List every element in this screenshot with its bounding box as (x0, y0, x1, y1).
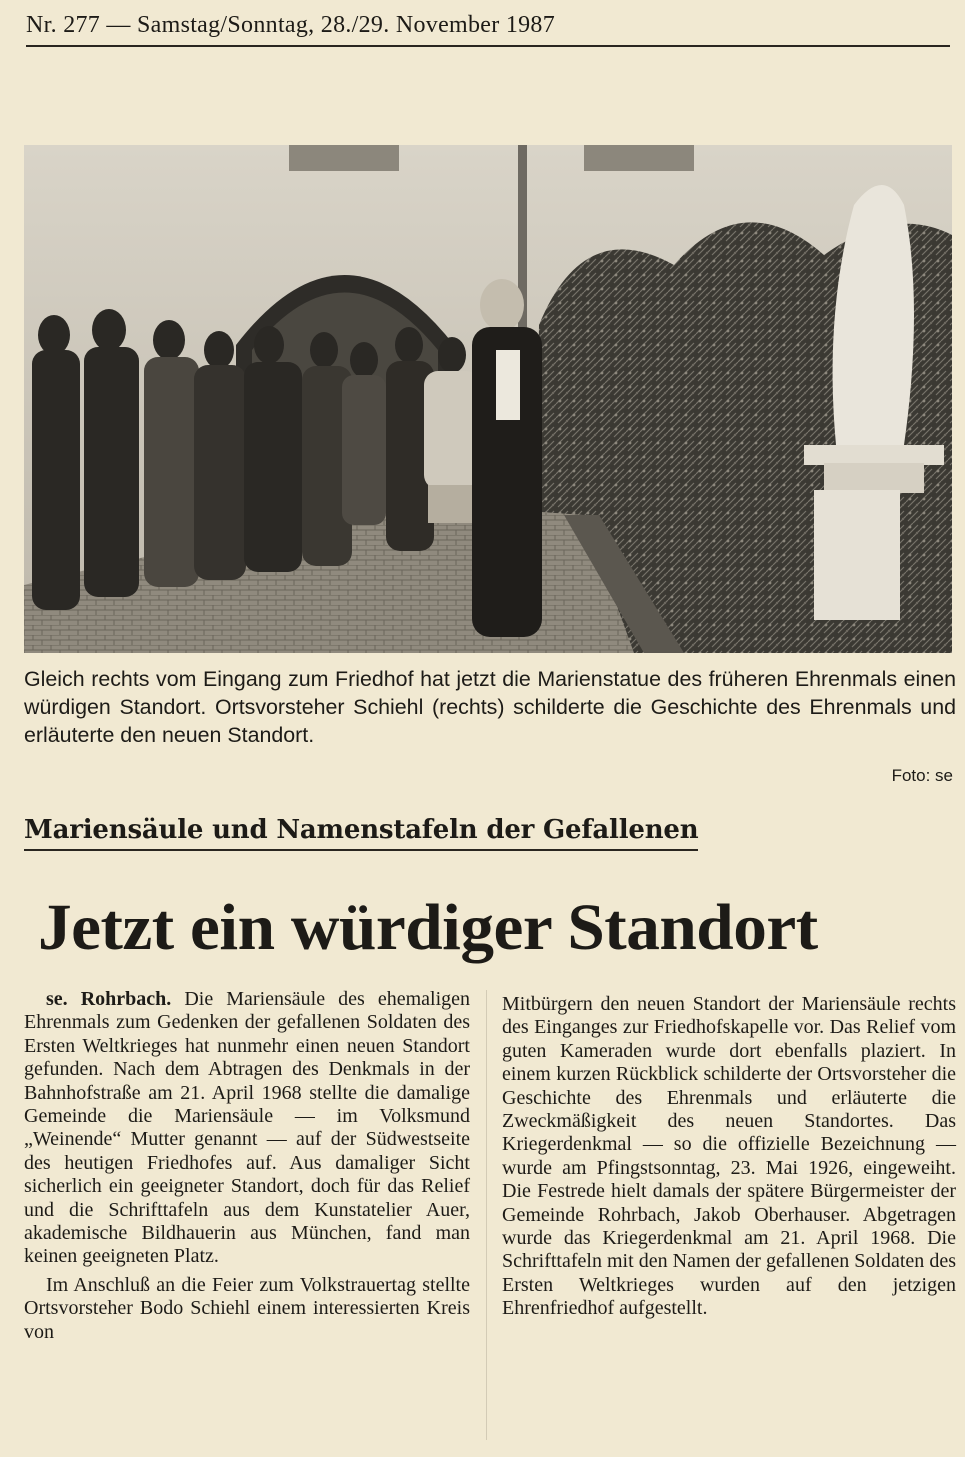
main-headline: Jetzt ein würdiger Standort (38, 891, 818, 964)
dateline: Nr. 277 — Samstag/Sonntag, 28./29. November 1987 (26, 12, 950, 47)
article-column-right (502, 993, 956, 1321)
article-paragraph (24, 988, 470, 1269)
article-paragraph-text: Die Mariensäule des ehemaligen Ehrenmals zum Gedenken der gefallenen Soldaten des Ersten Weltkrieges hat nunmehr einen neuen Standort gefunden. Nach dem Abtragen des Denkmals in der Bahnhofstraße am 21. April 1968 stellte die damalige Gemeinde die Mariensäule — im Volksmund „Weinende“ Mutter genannt — auf der Südwestseite des heutigen Friedhofes auf. Aus damaliger Sicht sicherlich ein geeigneter Standort, doch für das Relief und die Schrifttafeln aus dem Kunstatelier Auer, akademische Bildhauerin aus München, fand man keinen geeigneten Platz. (24, 988, 471, 1268)
news-photo (24, 145, 952, 653)
cemetery-photo-illustration (24, 145, 952, 653)
article-paragraph: Mitbürgern den neuen Standort der Mariensäule rechts des Einganges zur Friedhofskapelle vor. Das Relief vom guten Kameraden wurde dort ebenfalls plaziert. In einem kurzen Rückblick schilderte der Ortsvorsteher die Geschichte des Ehrenmals und erläuterte die Zweckmäßigkeit des neuen Standortes. Das Kriegerdenkmal — so die offizielle Bezeichnung — wurde am Pfingstsonntag, 23. Mai 1926, eingeweiht. Die Festrede hielt damals der spätere Bürgermeister der Gemeinde Rohrbach, Jakob Oberhauser. Abgetragen wurde das Kriegerdenkmal am 21. April 1968. Die Schrifttafeln mit den Namen der gefallenen Soldaten des Ersten Weltkrieges wurden auf den jetzigen Ehrenfriedhof aufgestellt. (502, 993, 956, 1320)
article-column-left (24, 988, 470, 1344)
article-dateline-lead: se. Rohrbach. (46, 988, 172, 1010)
article-paragraph: Im Anschluß an die Feier zum Volkstrauertag stellte Ortsvorsteher Bodo Schiehl einem interessierten Kreis von (24, 1273, 470, 1343)
kicker-headline: Mariensäule und Namenstafeln der Gefallenen (24, 815, 698, 851)
photo-caption: Gleich rechts vom Eingang zum Friedhof hat jetzt die Marienstatue des früheren Ehrenmals einen würdigen Standort. Ortsvorsteher Schiehl (rechts) schilderte die Geschichte des Ehrenmals und erläuterte den neuen Standort. (24, 667, 956, 747)
photo-credit: Foto: se (891, 766, 953, 785)
column-divider (486, 990, 487, 1440)
